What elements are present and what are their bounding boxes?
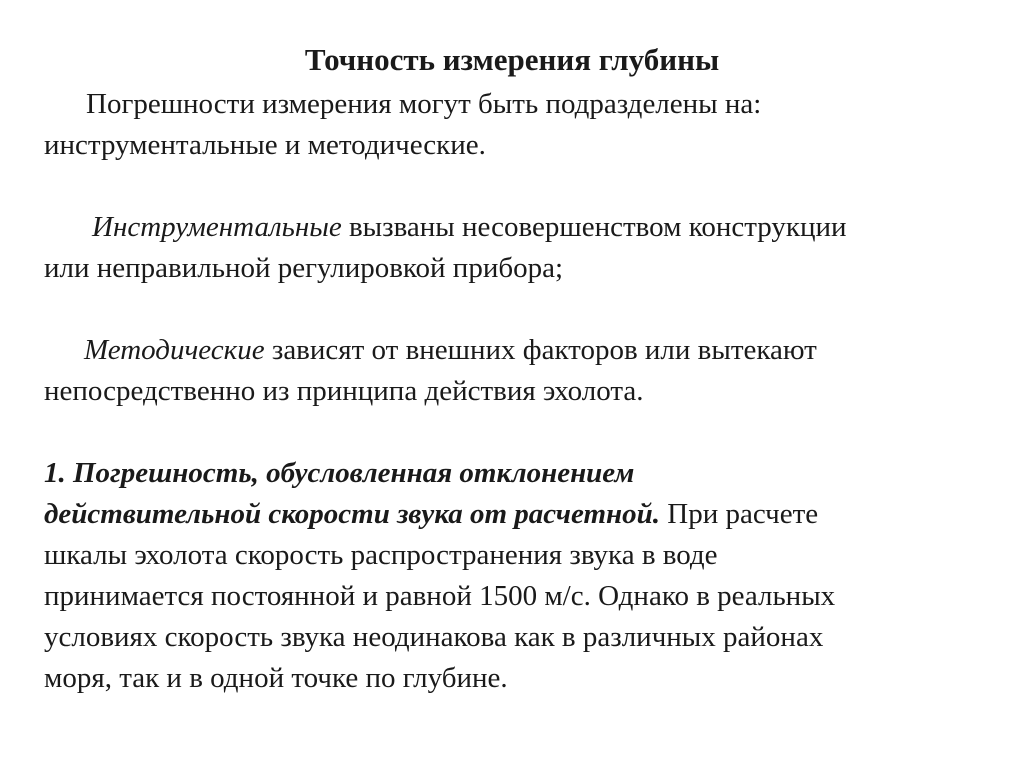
- slide-body: [44, 84, 994, 699]
- methodical-line-1: [44, 330, 994, 371]
- section1-line-2: [44, 494, 994, 535]
- section1-line-3: шкалы эхолота скорость распространения звука в воде: [44, 539, 718, 571]
- section1-heading-line-2: действительной скорости звука от расчетной.: [44, 498, 661, 530]
- slide-title: Точность измерения глубины: [304, 42, 720, 77]
- methodical-rest: зависят от внешних факторов или вытекают: [264, 334, 817, 366]
- instrumental-line-2: или неправильной регулировкой прибора;: [44, 252, 564, 284]
- intro-line-2: инструментальные и методические.: [44, 129, 486, 161]
- instrumental-line-1: [44, 207, 994, 248]
- paragraph-gap: [44, 412, 994, 453]
- instrumental-rest: вызваны несовершенством конструкции: [341, 211, 847, 243]
- section1-tail: При расчете: [660, 498, 819, 530]
- paragraph-gap: [44, 289, 994, 330]
- section1-paragraph: [44, 453, 994, 699]
- instrumental-term: Инструментальные: [92, 211, 342, 243]
- section1-line-4: принимается постоянной и равной 1500 м/с. Однако в реальных: [44, 580, 836, 612]
- section1-line-6: моря, так и в одной точке по глубине.: [44, 662, 508, 694]
- intro-paragraph: [44, 84, 994, 166]
- methodical-paragraph: [44, 330, 994, 412]
- methodical-line-2: непосредственно из принципа действия эхолота.: [44, 375, 644, 407]
- methodical-term: Методические: [84, 334, 265, 366]
- section1-line-5: условиях скорость звука неодинакова как в различных районах: [44, 621, 824, 653]
- intro-line-1: Погрешности измерения могут быть подразделены на:: [86, 88, 762, 120]
- section1-heading-line-1: 1. Погрешность, обусловленная отклонением: [44, 457, 635, 489]
- instrumental-paragraph: [44, 207, 994, 289]
- paragraph-gap: [44, 166, 994, 207]
